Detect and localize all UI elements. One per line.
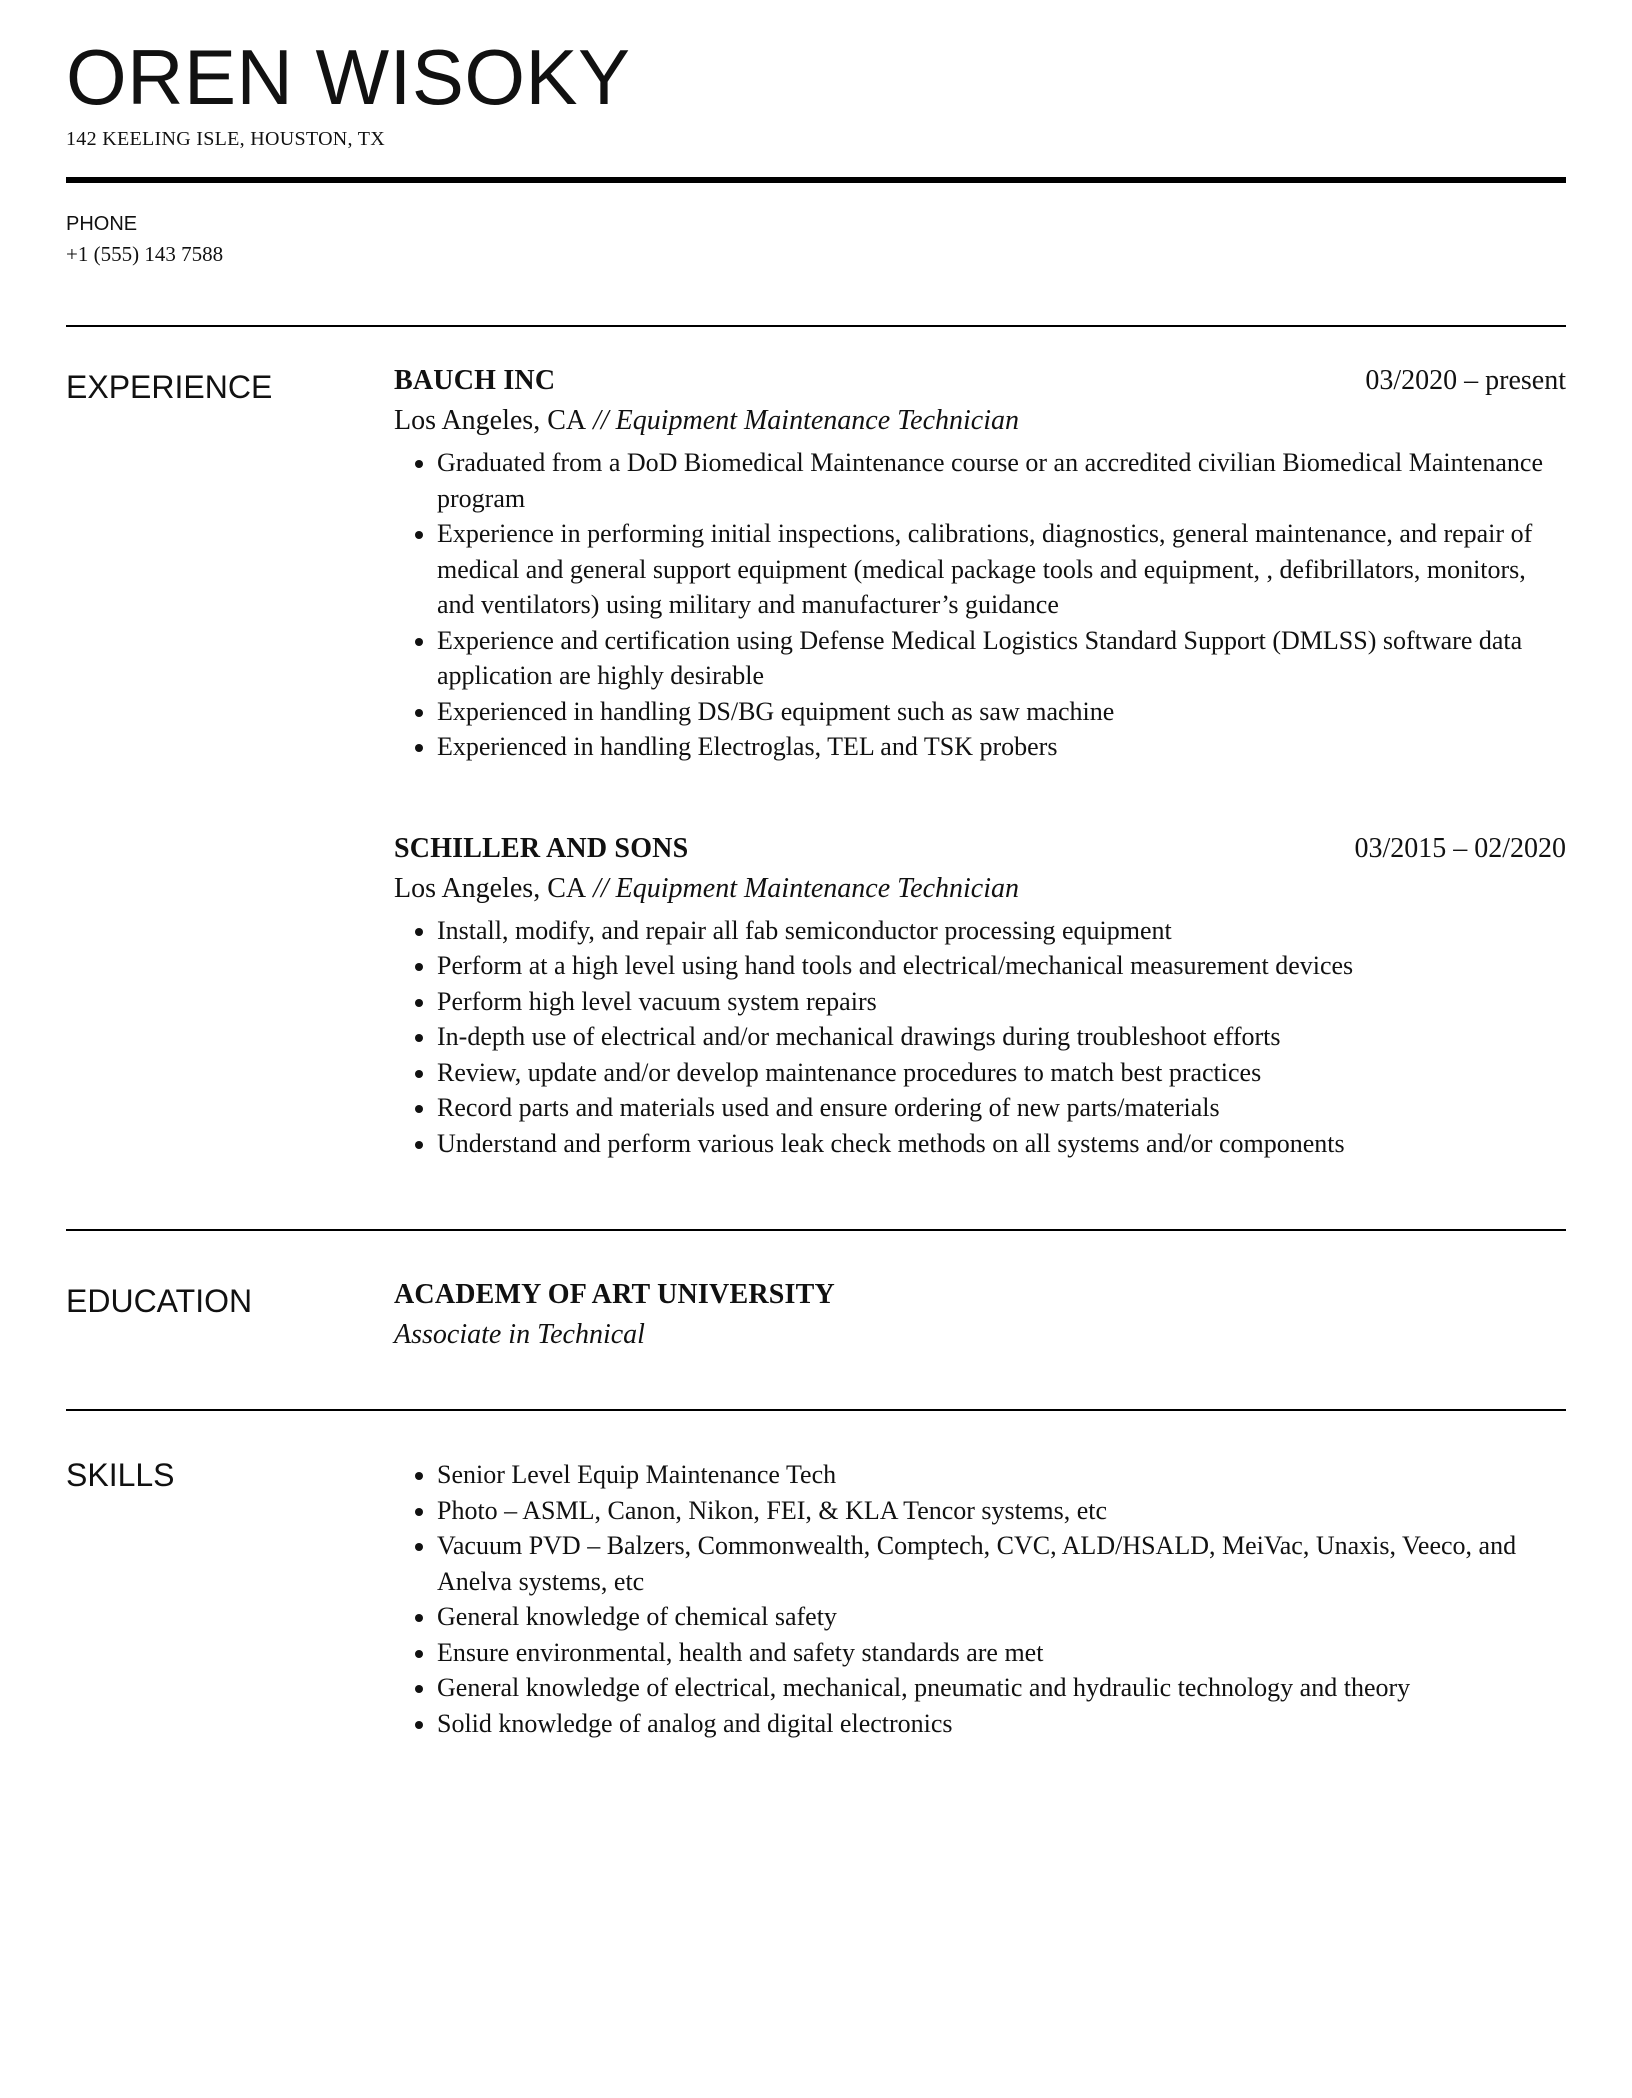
skills-body (394, 1457, 1566, 1741)
list-item: • Experience in performing initial inspections, calibrations, diagnostics, general maintenance, and repair of medical and general support equipment (medical package tools and equipment, , defibrillators, monitors, and ventilators) using military and manufacturer’s guidance (437, 516, 1566, 623)
job-header (394, 365, 1566, 397)
job-separator: // (586, 405, 616, 436)
skills-list (394, 1457, 1566, 1741)
job-bullets (394, 445, 1566, 765)
address: 142 KEELING ISLE, HOUSTON, TX (66, 128, 386, 150)
list-item: • Perform high level vacuum system repairs (437, 984, 1566, 1020)
job-bullets (394, 913, 1566, 1162)
section-divider (66, 1409, 1566, 1411)
list-item: • Record parts and materials used and ensure ordering of new parts/materials (437, 1090, 1566, 1126)
school-name: ACADEMY OF ART UNIVERSITY (394, 1279, 835, 1310)
candidate-name: OREN WISOKY (66, 33, 631, 121)
list-item: • Experience and certification using Defense Medical Logistics Standard Support (DMLSS) software data application are highly desirable (437, 623, 1566, 694)
job-location: Los Angeles, CA (394, 872, 587, 904)
resume-page (66, 0, 1566, 1741)
job-location: Los Angeles, CA (394, 405, 587, 436)
phone-number: +1 (555) 143 7588 (66, 242, 224, 266)
list-item: • General knowledge of electrical, mechanical, pneumatic and hydraulic technology and theory (437, 1670, 1566, 1706)
job-dates: 03/2020 – present (1365, 365, 1566, 396)
list-item: • General knowledge of chemical safety (437, 1599, 1566, 1635)
list-item: • Senior Level Equip Maintenance Tech (437, 1457, 1566, 1493)
section-divider (66, 1229, 1566, 1231)
education-header (394, 1279, 1566, 1311)
job-entry (394, 833, 1566, 1162)
list-item: • Experienced in handling Electroglas, TEL and TSK probers (437, 729, 1566, 765)
list-item: • Understand and perform various leak check methods on all systems and/or components (437, 1126, 1566, 1162)
list-item: • Vacuum PVD – Balzers, Commonwealth, Comptech, CVC, ALD/HSALD, MeiVac, Unaxis, Veeco, and Anelva systems, etc (437, 1528, 1566, 1599)
contact-block (66, 213, 1566, 267)
experience-body (394, 365, 1566, 1161)
experience-section (66, 365, 1566, 1161)
degree: Associate in Technical (394, 1319, 645, 1350)
header-divider (66, 177, 1566, 183)
phone-label: PHONE (66, 213, 138, 235)
job-subline (394, 873, 1566, 905)
education-body (394, 1279, 1566, 1351)
list-item: • Experienced in handling DS/BG equipment such as saw machine (437, 694, 1566, 730)
job-dates: 03/2015 – 02/2020 (1354, 832, 1566, 864)
experience-title: EXPERIENCE (66, 369, 273, 405)
company-name: SCHILLER AND SONS (394, 832, 689, 864)
list-item: • Photo – ASML, Canon, Nikon, FEI, & KLA Tencor systems, etc (437, 1493, 1566, 1529)
company-name: BAUCH INC (394, 365, 556, 396)
skills-title: SKILLS (66, 1457, 175, 1493)
list-item: • Graduated from a DoD Biomedical Maintenance course or an accredited civilian Biomedical Maintenance program (437, 445, 1566, 516)
list-item: • Install, modify, and repair all fab semiconductor processing equipment (437, 913, 1566, 949)
education-section (66, 1279, 1566, 1351)
list-item: • Review, update and/or develop maintenance procedures to match best practices (437, 1055, 1566, 1091)
education-title: EDUCATION (66, 1283, 253, 1319)
skills-section (66, 1457, 1566, 1741)
list-item: • Solid knowledge of analog and digital electronics (437, 1706, 1566, 1742)
list-item: • Perform at a high level using hand tools and electrical/mechanical measurement devices (437, 948, 1566, 984)
list-item: • In-depth use of electrical and/or mechanical drawings during troubleshoot efforts (437, 1019, 1566, 1055)
job-header (394, 833, 1566, 865)
job-subline (394, 405, 1566, 437)
list-item: • Ensure environmental, health and safety standards are met (437, 1635, 1566, 1671)
job-separator: // (586, 872, 616, 904)
section-divider (66, 325, 1566, 327)
job-role: Equipment Maintenance Technician (615, 872, 1019, 904)
job-role: Equipment Maintenance Technician (615, 405, 1019, 436)
job-entry (394, 365, 1566, 765)
